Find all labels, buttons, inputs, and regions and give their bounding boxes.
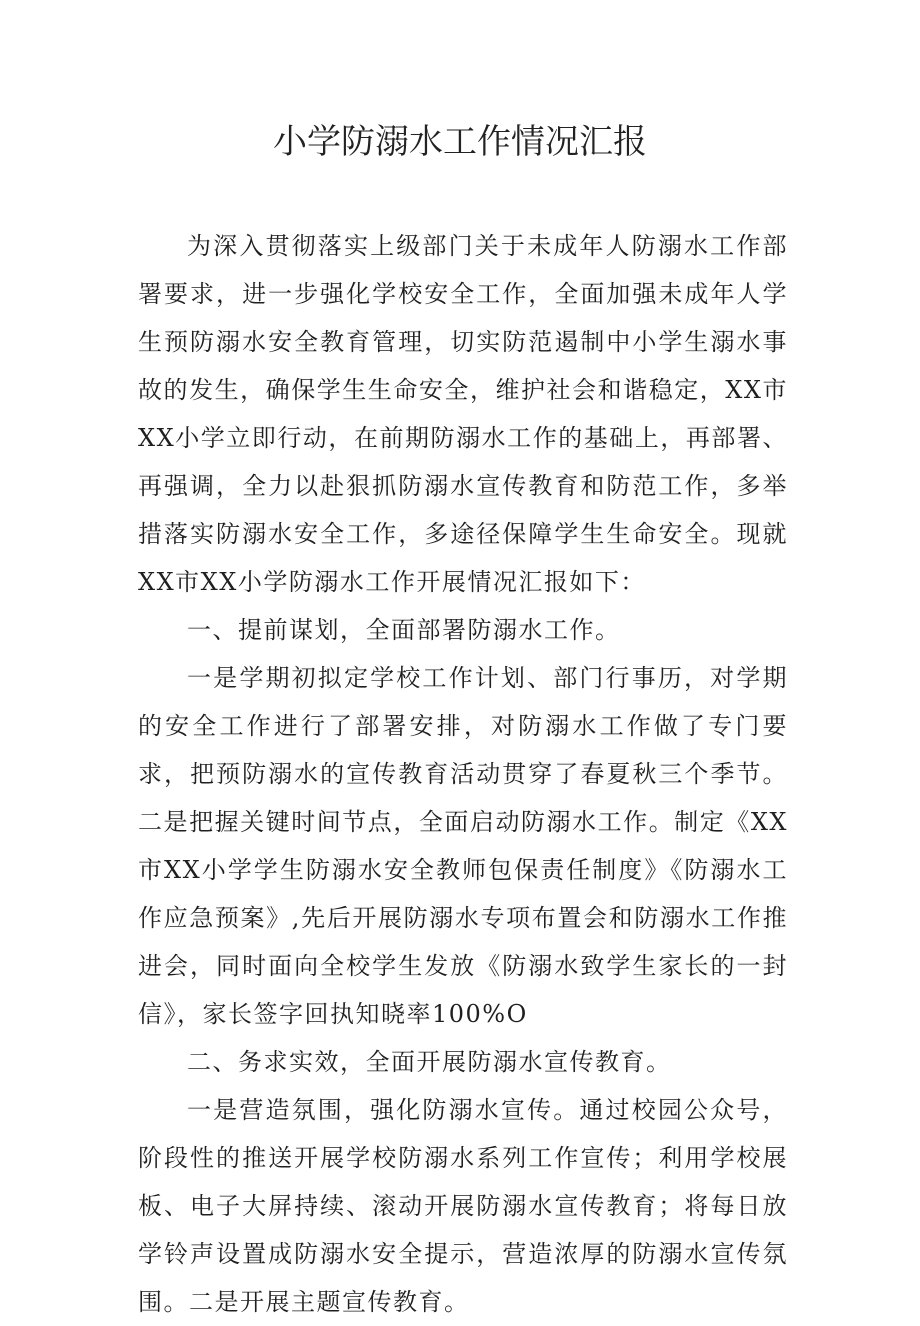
- paragraph-section-2: 一是营造氛围，强化防溺水宣传。通过校园公众号，阶段性的推送开展学校防溺水系列工作宣传；利用学校展板、电子大屏持续、滚动开展防溺水宣传教育；将每日放学铃声设置成防溺水安全提示，营造浓厚的防溺水宣传氛围。二是开展主题宣传教育。: [138, 1096, 788, 1316]
- paragraph-section-1: 一是学期初拟定学校工作计划、部门行事历，对学期的安全工作进行了部署安排，对防溺水工作做了专门要求，把预防溺水的宣传教育活动贯穿了春夏秋三个季节。二是把握关键时间节点，全面启动防溺水工作。制定《XX市XX小学学生防溺水安全教师包保责任制度》《防溺水工作应急预案》,先后开展防溺水专项布置会和防溺水工作推进会，同时面向全校学生发放《防溺水致学生家长的一封信》，家长签字回执知晓率100%O: [138, 664, 788, 1028]
- section-heading-1: 一、提前谋划，全面部署防溺水工作。: [187, 616, 621, 644]
- paragraph-intro: 为深入贯彻落实上级部门关于未成年人防溺水工作部署要求，进一步强化学校安全工作，全面加强未成年人学生预防溺水安全教育管理，切实防范遏制中小学生溺水事故的发生，确保学生生命安全，维护社会和谐稳定，XX市XX小学立即行动，在前期防溺水工作的基础上，再部署、再强调，全力以赴狠抓防溺水宣传教育和防范工作，多举措落实防溺水安全工作，多途径保障学生生命安全。现就XX市XX小学防溺水工作开展情况汇报如下：: [138, 232, 788, 596]
- section-heading-2: 二、务求实效，全面开展防溺水宣传教育。: [187, 1048, 672, 1076]
- document-body: [138, 222, 788, 1326]
- document-title: 小学防溺水工作情况汇报: [273, 122, 647, 162]
